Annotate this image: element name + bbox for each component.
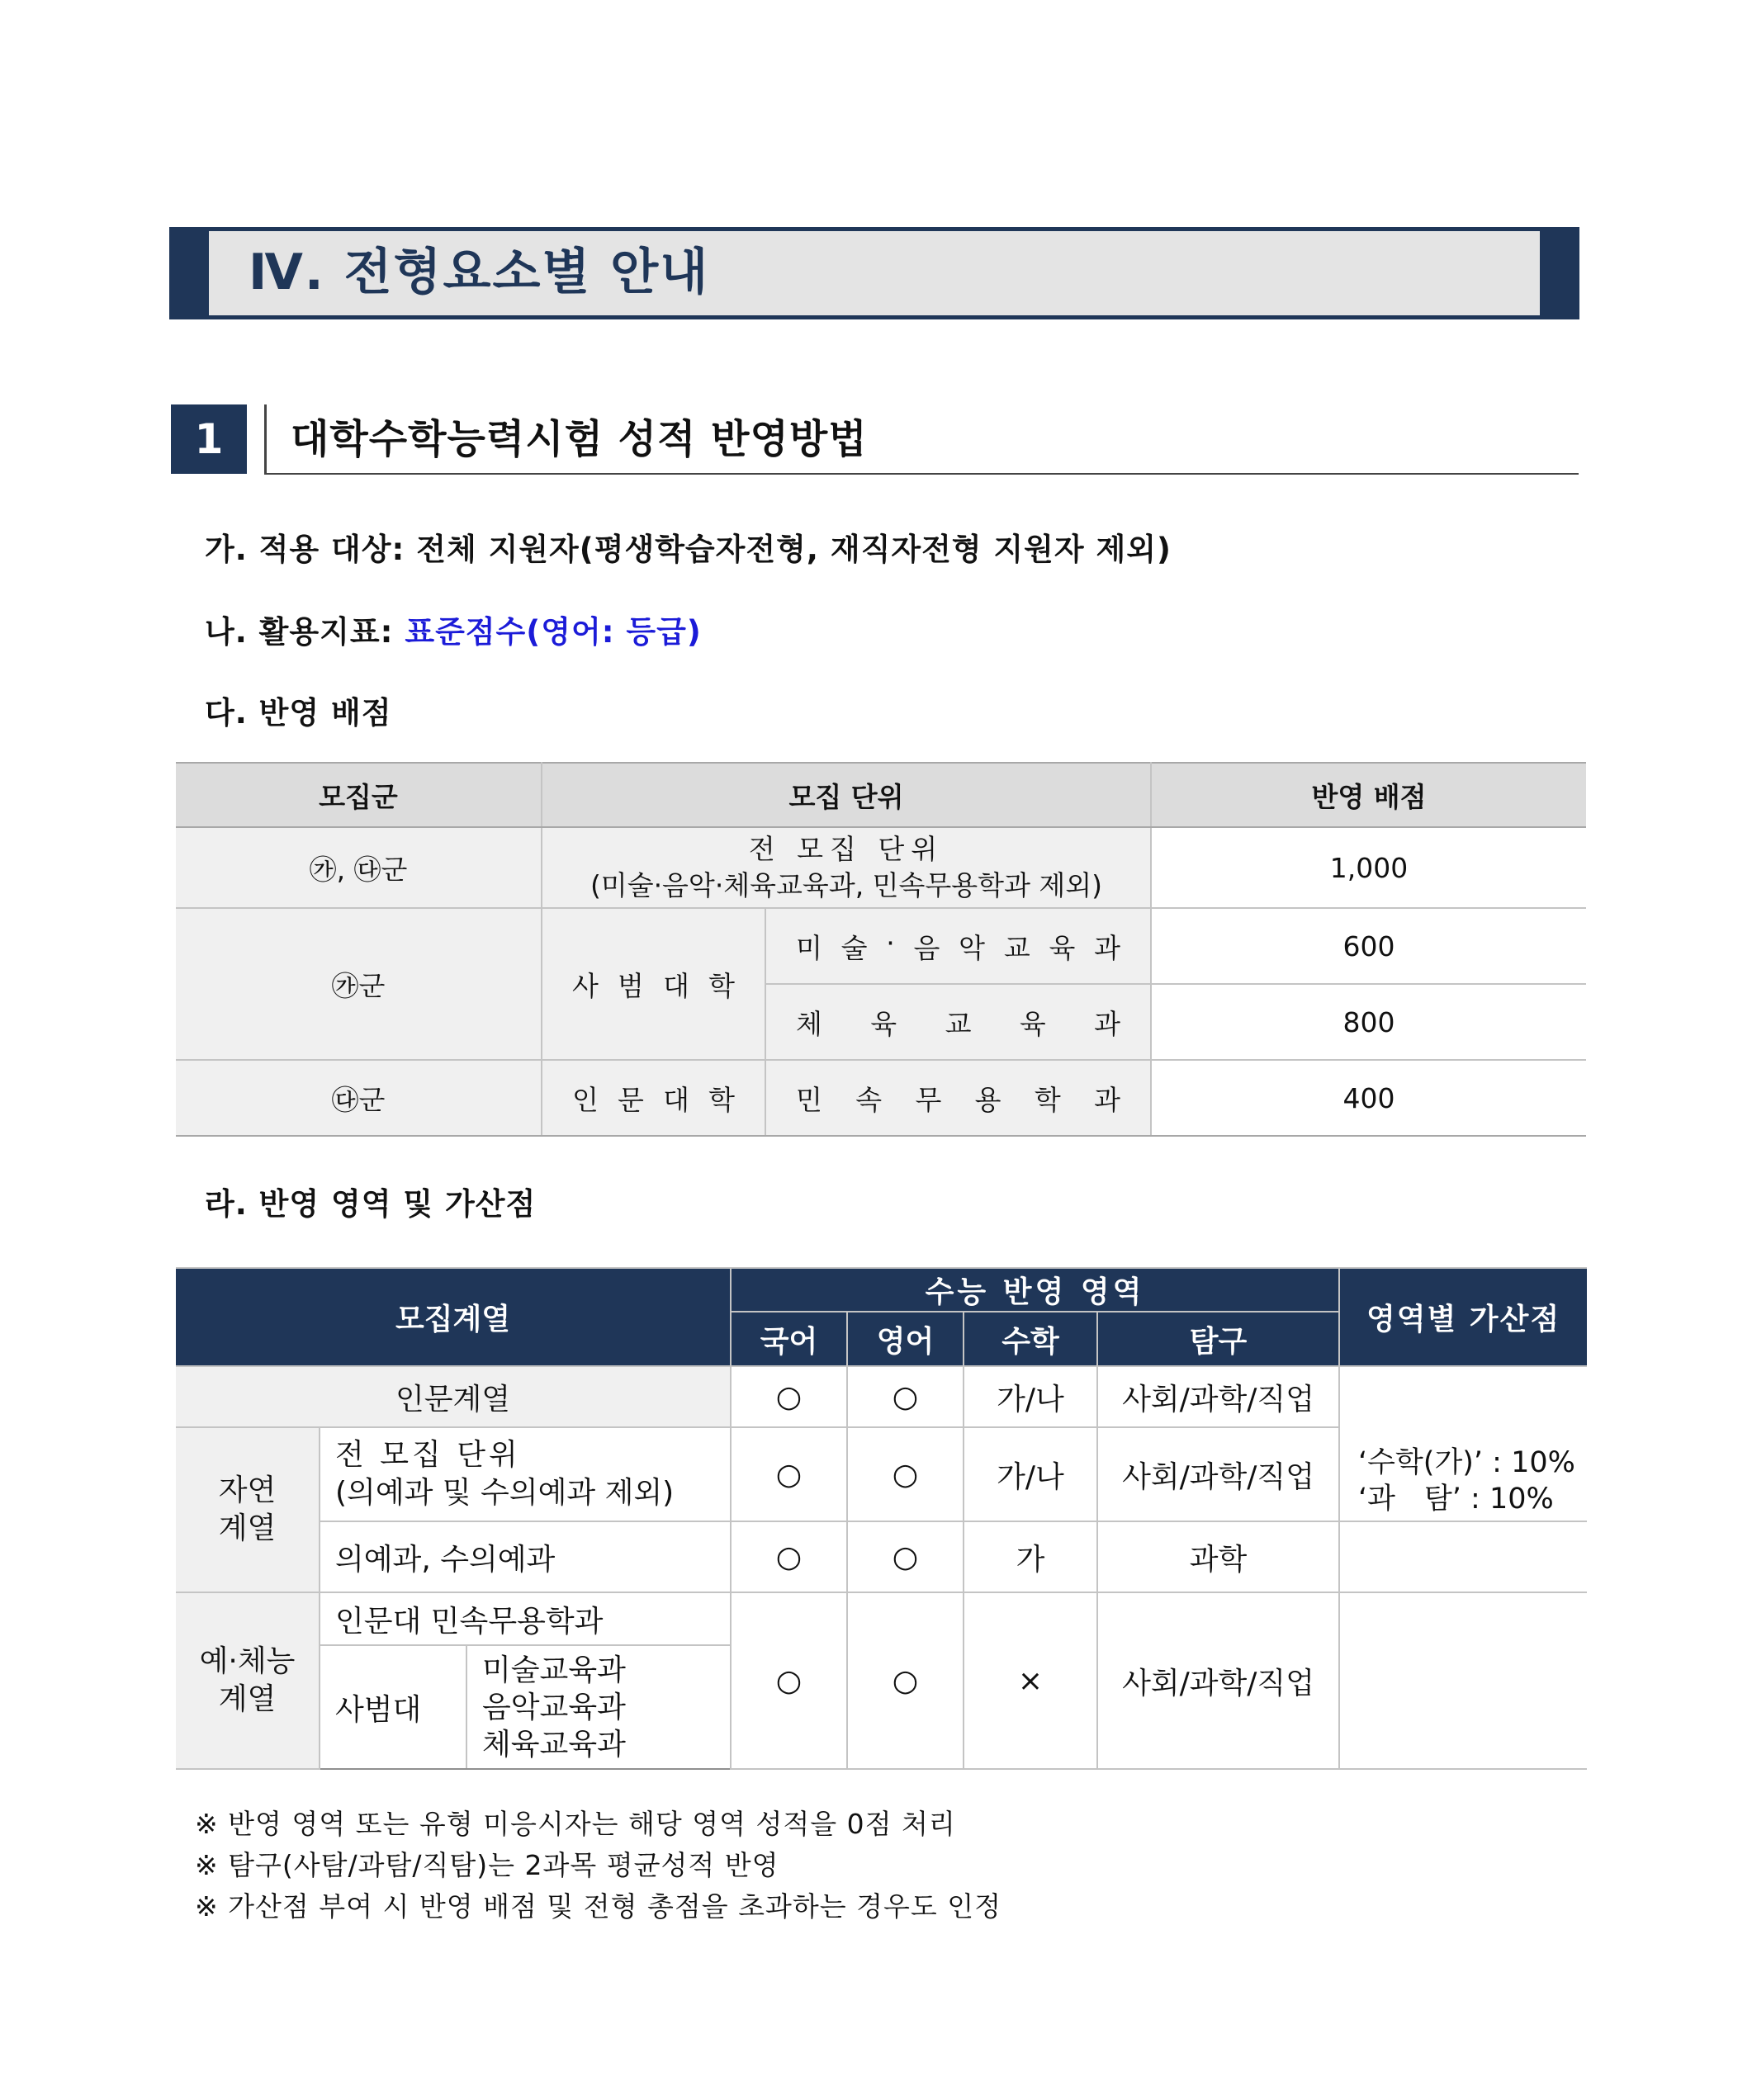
header-inquiry: 탐구 <box>1097 1312 1339 1366</box>
row2-group: ㉮군 <box>176 908 542 1060</box>
row4-college-text: 인 문 대 학 <box>572 1083 735 1116</box>
table-row <box>176 827 1586 908</box>
chapter-banner <box>169 227 1579 319</box>
row4-dept-text: 민 속 무 용 학 과 <box>796 1083 1120 1116</box>
section-underline <box>264 473 1579 475</box>
arts-korean: ○ <box>731 1592 847 1769</box>
row2-dept <box>765 908 1151 984</box>
row2-college <box>542 908 765 1060</box>
row1-unit <box>542 827 1151 908</box>
humanities-english: ○ <box>847 1366 964 1427</box>
item-da: 다. 반영 배점 <box>205 695 392 731</box>
header-bonus: 영역별 가산점 <box>1339 1268 1587 1366</box>
row2-dept-text: 미 술 · 음 악 교 육 과 <box>796 926 1120 964</box>
table-header-row <box>176 763 1586 827</box>
row1-unit-line2: (미술·음악·체육교육과, 민속무용학과 제외) <box>590 869 1103 901</box>
table-header-row <box>176 1268 1587 1312</box>
header-area: 수능 반영 영역 <box>731 1268 1339 1312</box>
arts-bonus <box>1339 1592 1587 1769</box>
reflected-areas-table <box>176 1267 1587 1770</box>
chapter-title: Ⅳ. 전형요소별 안내 <box>249 244 710 301</box>
arts-label: 예·체능 계열 <box>176 1592 320 1769</box>
arts-english: ○ <box>847 1592 964 1769</box>
row3-dept-text: 체 육 교 육 과 <box>796 1007 1121 1040</box>
row1-unit-line1: 전 모집 단위 <box>748 833 945 865</box>
section-title: 대학수학능력시험 성적 반영방법 <box>291 416 868 462</box>
table-row <box>176 908 1586 984</box>
header-korean: 국어 <box>731 1312 847 1366</box>
bonus-line2: ‘과 탐’ : 10% <box>1358 1483 1554 1516</box>
header-group: 모집군 <box>176 763 542 827</box>
row1-score: 1,000 <box>1151 827 1586 908</box>
row4-score: 400 <box>1151 1060 1586 1136</box>
arts-row1-unit: 인문대 민속무용학과 <box>320 1592 731 1645</box>
arts-math: × <box>964 1592 1097 1769</box>
science-row2-inquiry: 과학 <box>1097 1521 1339 1592</box>
science-row2-korean: ○ <box>731 1521 847 1592</box>
header-score: 반영 배점 <box>1151 763 1586 827</box>
row3-score: 800 <box>1151 984 1586 1060</box>
note-2: ※ 탐구(사탐/과탐/직탐)는 2과목 평균성적 반영 <box>195 1849 779 1881</box>
table-row <box>176 1366 1587 1427</box>
science-row1-korean: ○ <box>731 1427 847 1521</box>
arts-row2-college: 사범대 <box>320 1645 466 1769</box>
item-ga: 가. 적용 대상: 전체 지원자(평생학습자전형, 재직자전형 지원자 제외) <box>205 532 1172 567</box>
science-row2-english: ○ <box>847 1521 964 1592</box>
table-row <box>176 1592 1587 1645</box>
table-row <box>176 1521 1587 1592</box>
score-allocation-table <box>176 762 1586 1137</box>
science-row1-math: 가/나 <box>964 1427 1097 1521</box>
science-row1-inquiry: 사회/과학/직업 <box>1097 1427 1339 1521</box>
header-field: 모집계열 <box>176 1268 731 1366</box>
note-1: ※ 반영 영역 또는 유형 미응시자는 해당 영역 성적을 0점 처리 <box>195 1808 956 1840</box>
chapter-banner-inner <box>209 231 1540 315</box>
row4-college <box>542 1060 765 1136</box>
row1-group: ㉮, ㉰군 <box>176 827 542 908</box>
note-3: ※ 가산점 부여 시 반영 배점 및 전형 총점을 초과하는 경우도 인정 <box>195 1890 1001 1923</box>
row4-group: ㉰군 <box>176 1060 542 1136</box>
arts-row2-depts: 미술교육과 음악교육과 체육교육과 <box>466 1645 731 1769</box>
science-label: 자연 계열 <box>176 1427 320 1592</box>
section-divider <box>264 404 267 474</box>
section-number: 1 <box>171 404 247 474</box>
item-na <box>205 607 702 651</box>
humanities-math: 가/나 <box>964 1366 1097 1427</box>
humanities-label: 인문계열 <box>176 1366 731 1427</box>
table-row <box>176 1060 1586 1136</box>
row2-score: 600 <box>1151 908 1586 984</box>
header-math: 수학 <box>964 1312 1097 1366</box>
row2-college-text: 사 범 대 학 <box>572 969 735 1002</box>
science-row2-math: 가 <box>964 1521 1097 1592</box>
science-row2-bonus <box>1339 1521 1587 1592</box>
row3-dept <box>765 984 1151 1060</box>
science-row1-english: ○ <box>847 1427 964 1521</box>
arts-inquiry: 사회/과학/직업 <box>1097 1592 1339 1769</box>
item-na-prefix: 나. 활용지표: <box>205 614 405 650</box>
row4-dept <box>765 1060 1151 1136</box>
science-bonus <box>1339 1366 1587 1521</box>
item-na-highlight: 표준점수(영어: 등급) <box>405 614 702 650</box>
header-english: 영어 <box>847 1312 964 1366</box>
item-ra: 라. 반영 영역 및 가산점 <box>205 1186 537 1222</box>
bonus-line1: ‘수학(가)’ : 10% <box>1358 1446 1575 1479</box>
science-row1-unit: 전 모집 단위 (의예과 및 수의예과 제외) <box>320 1427 731 1521</box>
humanities-korean: ○ <box>731 1366 847 1427</box>
science-row2-unit: 의예과, 수의예과 <box>320 1521 731 1592</box>
humanities-inquiry: 사회/과학/직업 <box>1097 1366 1339 1427</box>
header-unit: 모집 단위 <box>542 763 1151 827</box>
